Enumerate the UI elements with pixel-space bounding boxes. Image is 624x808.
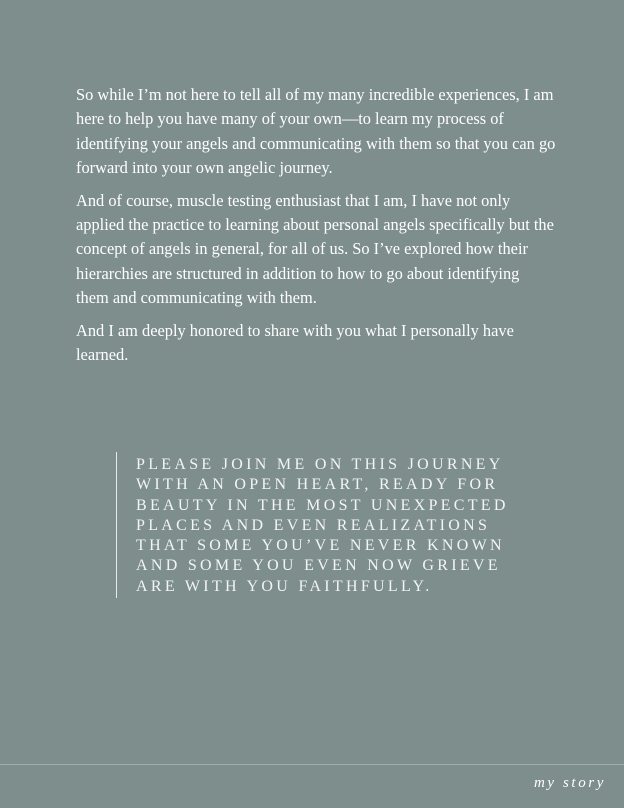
body-text	[76, 83, 556, 375]
paragraph: And of course, muscle testing enthusiast that I am, I have not only applied the practice to learning about personal angels specifically but the concept of angels in general, for all of us. So I’ve explored how their hierarchies are structured in addition to how to go about identifying them and communicating with them.	[76, 190, 554, 308]
paragraph: So while I’m not here to tell all of my many incredible experiences, I am here to help you have many of your own—to learn my process of identifying your angels and communicating with them so that you can go forward into your own angelic journey.	[76, 85, 556, 178]
pull-quote-text: PLEASE JOIN ME ON THIS JOURNEY WITH AN OPEN HEART, READY FOR BEAUTY IN THE MOST UNEXPECTED PLACES AND EVEN REALIZATIONS THAT SOME YOU’VE NEVER KNOWN AND SOME YOU EVEN NOW GRIEVE ARE WITH YOU FAITHFULLY.	[136, 456, 509, 595]
footer-divider	[0, 764, 624, 765]
pull-quote	[116, 452, 557, 598]
section-label: my story	[533, 775, 606, 791]
paragraph: And I am deeply honored to share with you what I personally have learned.	[76, 320, 514, 365]
